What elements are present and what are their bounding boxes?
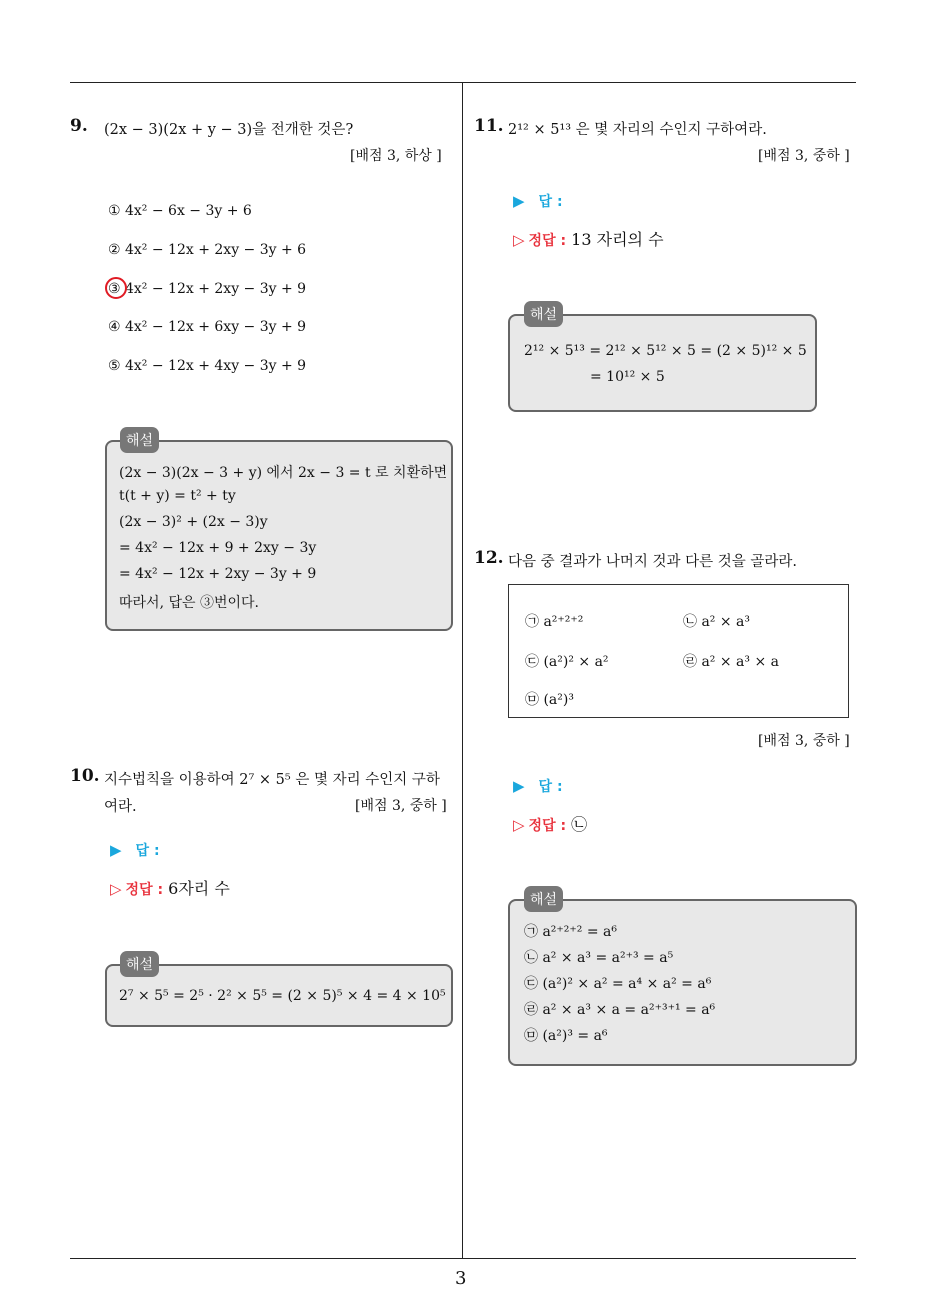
q9-explain-line-2: t(t + y) = t² + ty: [119, 488, 236, 504]
q10-explain-badge: 해설: [120, 951, 159, 977]
q12-option-4[interactable]: ㉣ a² × a³ × a: [683, 654, 779, 670]
q9-explanation-box: [105, 440, 453, 631]
q12-explain-line-2: ㉡ a² × a³ = a²⁺³ = a⁵: [524, 950, 674, 966]
q9-explain-line-1: (2x − 3)(2x − 3 + y) 에서 2x − 3 = t 로 치환하면: [119, 465, 448, 481]
correct-triangle-icon: ▷: [110, 880, 122, 898]
q11-correct-label: 정답 :: [528, 233, 567, 249]
q11-score: [배점 3, 중하 ]: [758, 148, 850, 164]
q12-score: [배점 3, 중하 ]: [758, 733, 850, 749]
q9-choice-4[interactable]: ④ 4x² − 12x + 6xy − 3y + 9: [108, 319, 307, 335]
q9-number: 9.: [70, 116, 88, 136]
q10-text-line-1: 지수법칙을 이용하여 2⁷ × 5⁵ 은 몇 자리 수인지 구하: [104, 772, 440, 788]
q12-explanation-box: [508, 899, 857, 1066]
answer-play-icon: ▶: [110, 841, 122, 859]
q9-choice-3[interactable]: ③ 4x² − 12x + 2xy − 3y + 9: [108, 281, 307, 297]
q12-text: 다음 중 결과가 나머지 것과 다른 것을 골라라.: [508, 554, 797, 570]
q11-number: 11.: [474, 116, 504, 136]
q12-correct-value: ㉡: [571, 815, 588, 834]
q10-score: [배점 3, 중하 ]: [355, 798, 447, 814]
correct-triangle-icon: ▷: [513, 816, 525, 834]
q12-option-3[interactable]: ㉢ (a²)² × a²: [525, 654, 609, 670]
q10-correct-row: [110, 876, 230, 899]
q12-correct-label: 정답 :: [528, 818, 567, 834]
q9-explain-line-5: = 4x² − 12x + 2xy − 3y + 9: [119, 566, 317, 582]
q12-option-2[interactable]: ㉡ a² × a³: [683, 614, 750, 630]
q11-explain-badge: 해설: [524, 301, 563, 327]
q10-number: 10.: [70, 766, 100, 786]
q11-explain-line-2: = 10¹² × 5: [590, 369, 665, 385]
q12-correct-row: [513, 812, 587, 835]
top-rule: [70, 82, 856, 83]
q9-explain-badge: 해설: [120, 427, 159, 453]
q10-explain-line-1: 2⁷ × 5⁵ = 2⁵ · 2² × 5⁵ = (2 × 5)⁵ × 4 = 4 × 10⁵: [119, 988, 446, 1004]
q11-correct-value: 13 자리의 수: [571, 230, 664, 249]
q11-explanation-box: [508, 314, 817, 412]
column-divider: [462, 82, 463, 1258]
selected-answer-circle-icon: [105, 277, 127, 299]
q10-correct-value: 6자리 수: [168, 879, 230, 898]
q12-explain-line-4: ㉣ a² × a³ × a = a²⁺³⁺¹ = a⁶: [524, 1002, 716, 1018]
q9-explain-line-6: 따라서, 답은 ③번이다.: [119, 595, 259, 611]
q11-text: 2¹² × 5¹³ 은 몇 자리의 수인지 구하여라.: [508, 122, 767, 138]
q11-answer-row[interactable]: [513, 191, 563, 211]
page-number: 3: [455, 1268, 467, 1289]
q9-explain-line-4: = 4x² − 12x + 9 + 2xy − 3y: [119, 540, 317, 556]
q11-correct-row: [513, 227, 664, 250]
q9-choice-1[interactable]: ① 4x² − 6x − 3y + 6: [108, 203, 252, 219]
q9-choice-2[interactable]: ② 4x² − 12x + 2xy − 3y + 6: [108, 242, 307, 258]
q12-answer-row[interactable]: [513, 776, 563, 796]
q12-explain-line-3: ㉢ (a²)² × a² = a⁴ × a² = a⁶: [524, 976, 712, 992]
answer-play-icon: ▶: [513, 192, 525, 210]
correct-triangle-icon: ▷: [513, 231, 525, 249]
q12-options-frame: [508, 584, 849, 718]
q10-correct-label: 정답 :: [125, 882, 164, 898]
q10-answer-row[interactable]: [110, 840, 160, 860]
q12-number: 12.: [474, 548, 504, 568]
q12-explain-badge: 해설: [524, 886, 563, 912]
q9-text: (2x − 3)(2x + y − 3)을 전개한 것은?: [104, 122, 354, 138]
q12-answer-label: 답 :: [538, 779, 563, 795]
q12-explain-line-1: ㉠ a²⁺²⁺² = a⁶: [524, 924, 618, 940]
answer-play-icon: ▶: [513, 777, 525, 795]
q9-choice-5[interactable]: ⑤ 4x² − 12x + 4xy − 3y + 9: [108, 358, 307, 374]
q12-option-1[interactable]: ㉠ a²⁺²⁺²: [525, 614, 584, 630]
q12-explain-line-5: ㉤ (a²)³ = a⁶: [524, 1028, 608, 1044]
q11-explain-line-1: 2¹² × 5¹³ = 2¹² × 5¹² × 5 = (2 × 5)¹² × 5: [524, 343, 807, 359]
q11-answer-label: 답 :: [538, 194, 563, 210]
q10-text-line-2: 여라.: [104, 799, 137, 815]
q9-explain-line-3: (2x − 3)² + (2x − 3)y: [119, 514, 268, 530]
q9-score: [배점 3, 하상 ]: [350, 148, 442, 164]
q10-answer-label: 답 :: [135, 843, 160, 859]
bottom-rule: [70, 1258, 856, 1259]
q12-option-5[interactable]: ㉤ (a²)³: [525, 692, 574, 708]
